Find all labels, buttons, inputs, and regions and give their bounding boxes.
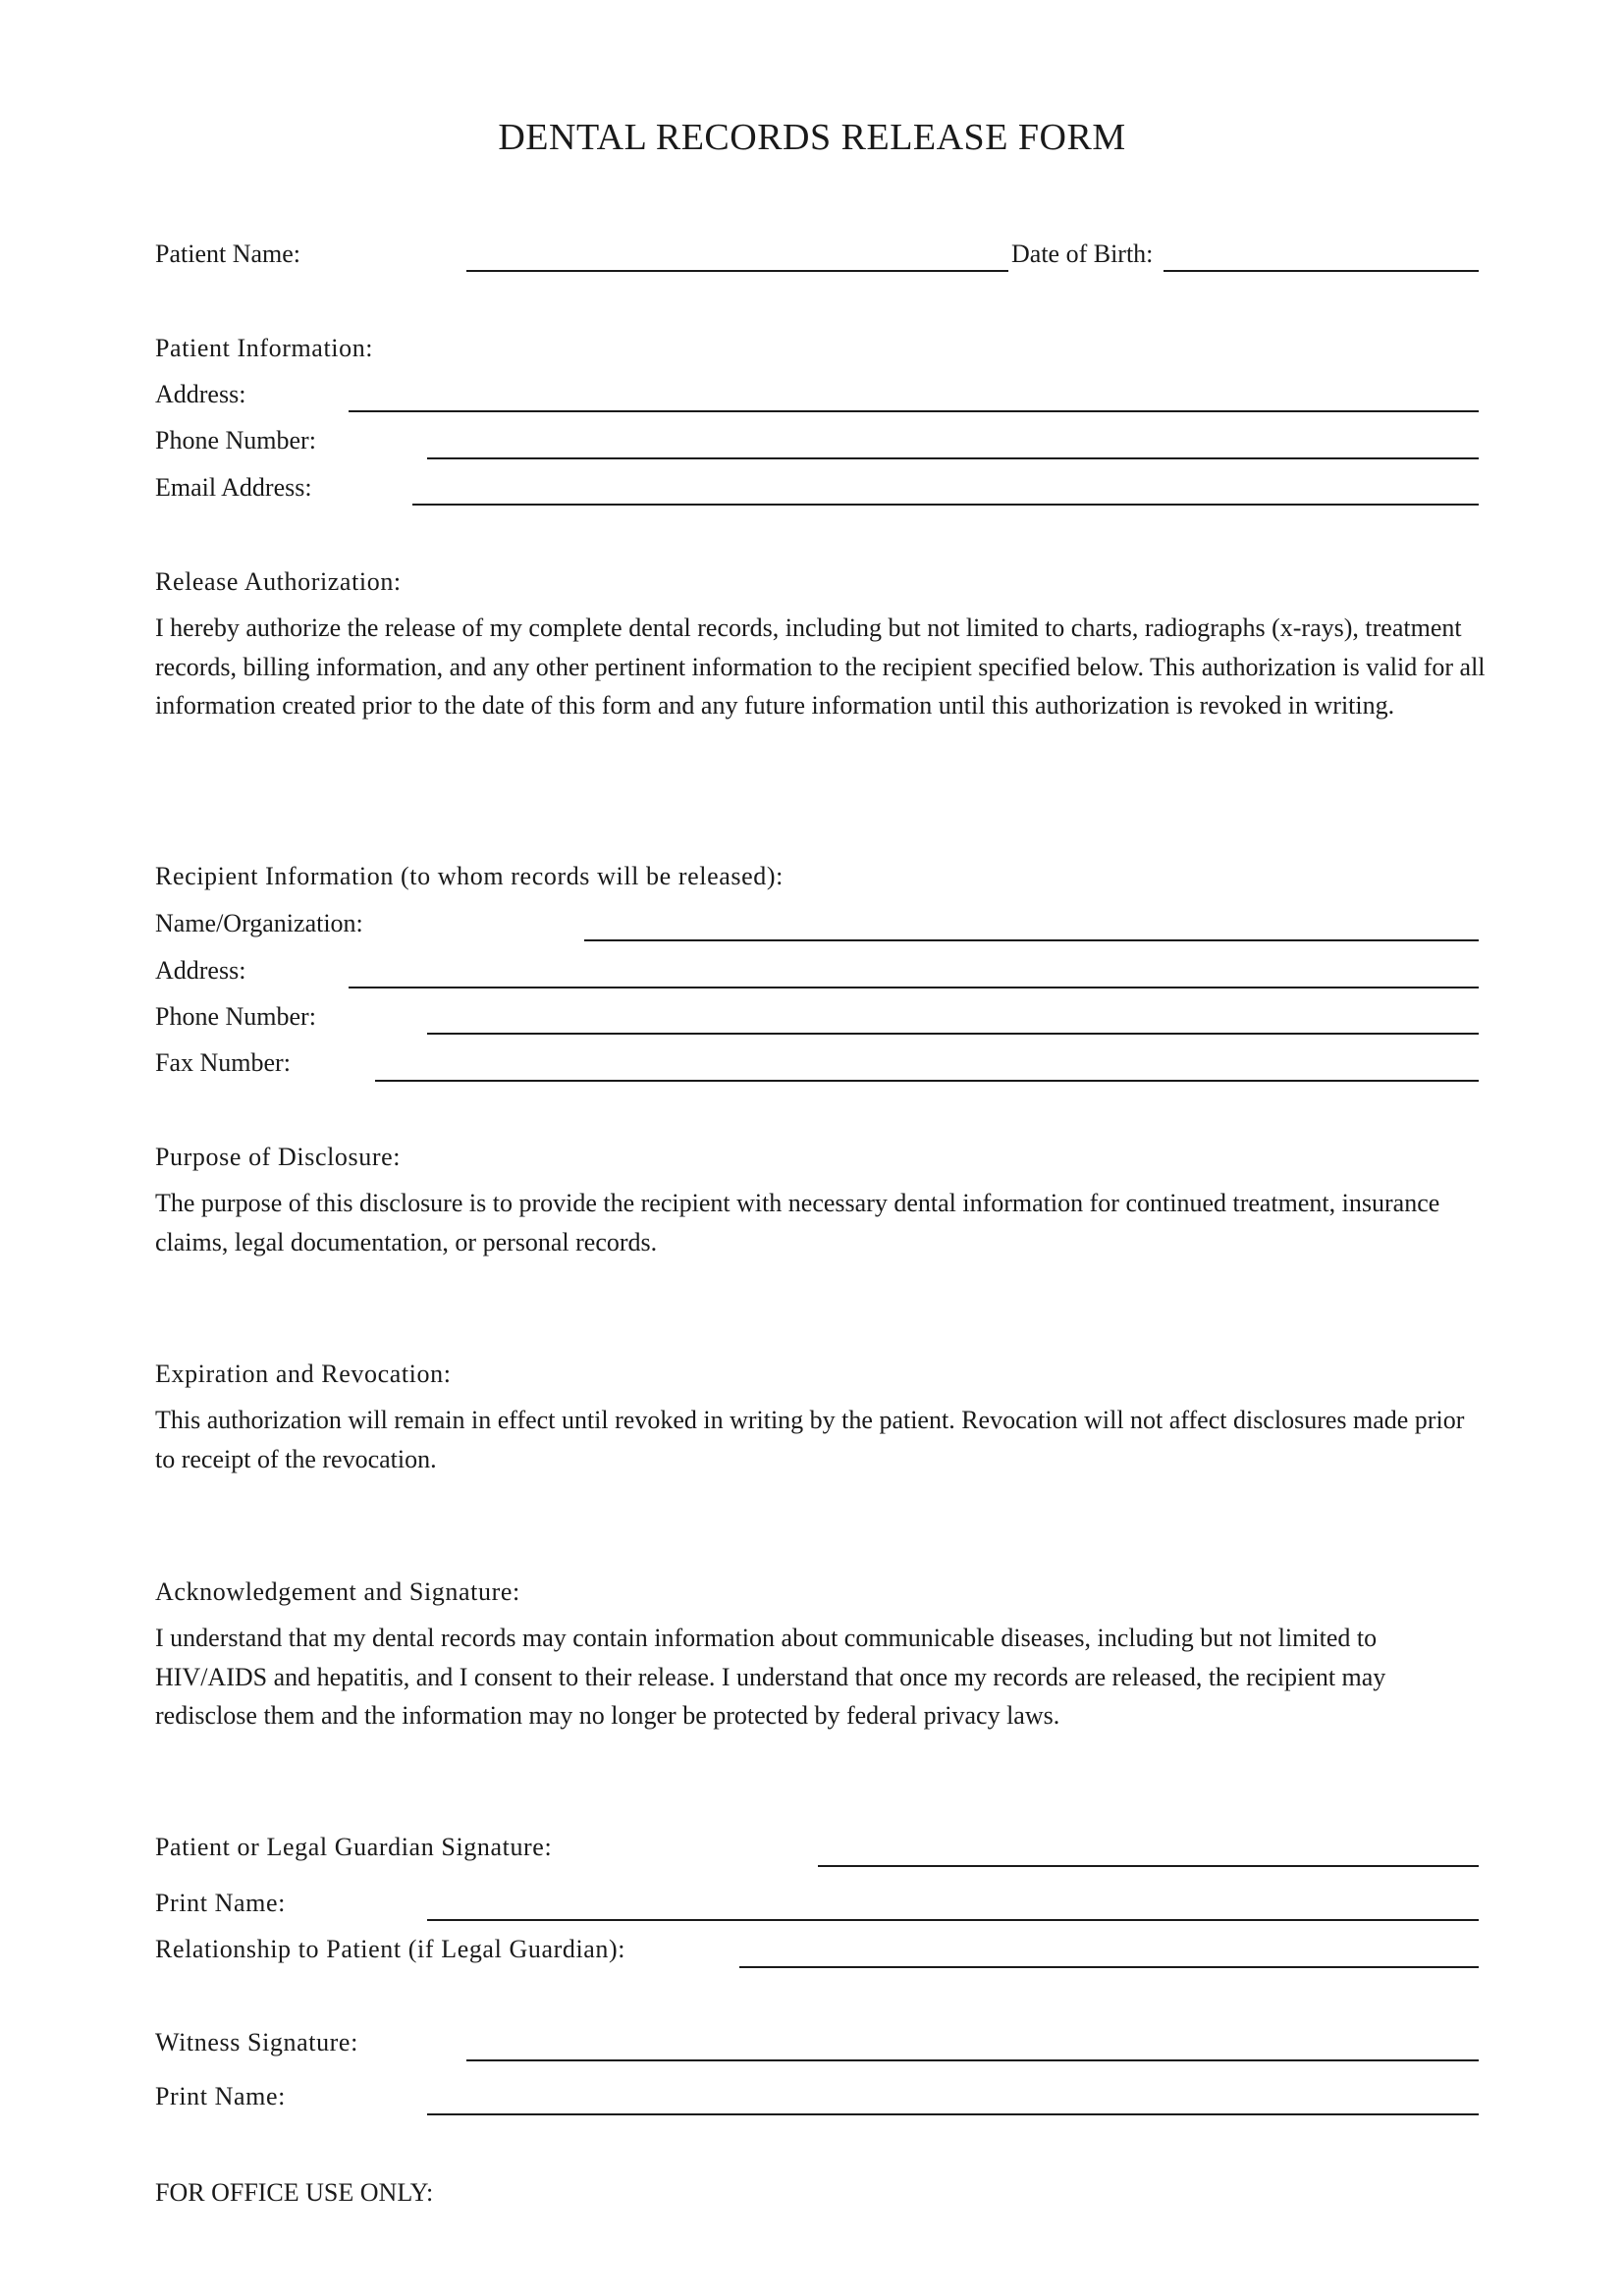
release-authorization-text: I hereby authorize the release of my complete dental records, including but not limited to charts, radiographs (x-rays), treatment records, billing information, and any other pertinent information to the recipient specified below. This authorization is valid for all information created prior to the date of this form and any future information until this authorization is revoked in writing.: [155, 614, 1486, 720]
witness-print-name-label: Print Name:: [155, 2082, 286, 2110]
patient-address-field[interactable]: [349, 410, 1479, 412]
expiration-heading: Expiration and Revocation:: [155, 1360, 452, 1388]
office-use-label: FOR OFFICE USE ONLY:: [155, 2178, 434, 2207]
patient-name-label: Patient Name:: [155, 240, 301, 268]
recipient-phone-field[interactable]: [427, 1033, 1479, 1035]
patient-email-label: Email Address:: [155, 473, 312, 502]
witness-print-name-field[interactable]: [427, 2113, 1479, 2115]
date-of-birth-field[interactable]: [1164, 270, 1479, 272]
recipient-phone-label: Phone Number:: [155, 1002, 316, 1031]
date-of-birth-label: Date of Birth:: [1011, 240, 1154, 268]
acknowledgement-heading: Acknowledgement and Signature:: [155, 1577, 520, 1606]
recipient-address-label: Address:: [155, 956, 246, 985]
patient-address-label: Address:: [155, 380, 246, 408]
patient-email-field[interactable]: [412, 504, 1479, 506]
witness-signature-field[interactable]: [466, 2059, 1479, 2061]
patient-signature-label: Patient or Legal Guardian Signature:: [155, 1833, 553, 1861]
patient-info-heading: Patient Information:: [155, 334, 374, 362]
release-authorization-heading: Release Authorization:: [155, 567, 402, 596]
witness-signature-label: Witness Signature:: [155, 2028, 358, 2056]
relationship-label: Relationship to Patient (if Legal Guardian):: [155, 1935, 626, 1963]
print-name-label: Print Name:: [155, 1889, 286, 1917]
page-title: DENTAL RECORDS RELEASE FORM: [498, 117, 1126, 158]
patient-name-field[interactable]: [466, 270, 1008, 272]
recipient-fax-label: Fax Number:: [155, 1048, 291, 1077]
relationship-field[interactable]: [739, 1966, 1479, 1968]
recipient-name-field[interactable]: [584, 939, 1479, 941]
patient-phone-label: Phone Number:: [155, 426, 316, 454]
recipient-address-field[interactable]: [349, 987, 1479, 988]
patient-signature-field[interactable]: [818, 1865, 1479, 1867]
recipient-name-label: Name/Organization:: [155, 909, 363, 937]
print-name-field[interactable]: [427, 1919, 1479, 1921]
expiration-text: This authorization will remain in effect until revoked in writing by the patient. Revocation will not affect disclosures made prior to receipt of the revocation.: [155, 1406, 1465, 1473]
acknowledgement-text: I understand that my dental records may contain information about communicable diseases, including but not limited to HIV/AIDS and hepatitis, and I consent to their release. I understand that once my records are released, the recipient may redisclose them and the information may no longer be protected by federal privacy laws.: [155, 1624, 1386, 1730]
patient-phone-field[interactable]: [427, 457, 1479, 459]
purpose-heading: Purpose of Disclosure:: [155, 1143, 402, 1171]
recipient-fax-field[interactable]: [375, 1080, 1479, 1082]
purpose-text: The purpose of this disclosure is to provide the recipient with necessary dental information for continued treatment, insurance claims, legal documentation, or personal records.: [155, 1189, 1440, 1256]
recipient-info-heading: Recipient Information (to whom records will be released):: [155, 862, 784, 890]
